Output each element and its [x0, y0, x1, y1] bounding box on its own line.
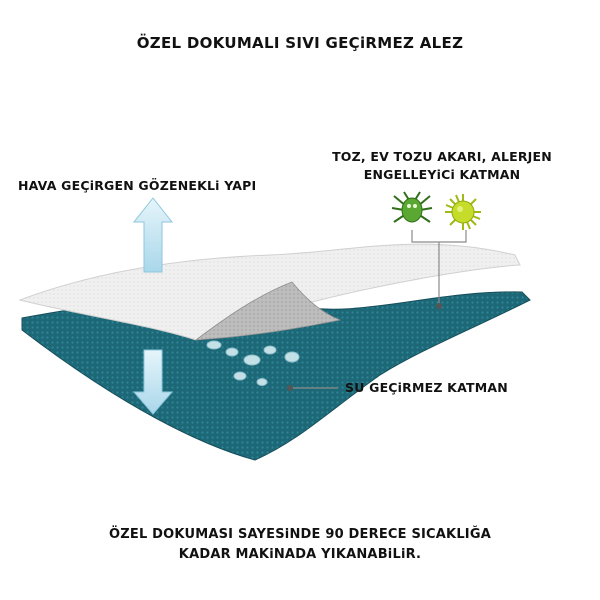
water-layer-label: SU GEÇiRMEZ KATMAN: [345, 380, 508, 395]
footer-line2: KADAR MAKiNADA YIKANABiLiR.: [178, 547, 422, 562]
footer-line1: ÖZEL DOKUMASI SAYESiNDE 90 DERECE SICAKLIĞA: [109, 527, 491, 542]
dust-layer-label-line1: TOZ, EV TOZU AKARI, ALERJEN: [332, 149, 552, 164]
dust-layer-label-line2: ENGELLEYiCi KATMAN: [363, 167, 521, 182]
page-title: ÖZEL DOKUMALI SIVI GEÇiRMEZ ALEZ: [136, 34, 464, 52]
pollen-icon: [445, 194, 481, 230]
dust-mite-icon: [392, 192, 432, 222]
up-arrow-icon: [134, 198, 172, 272]
footer-text: [0, 525, 600, 565]
air-layer-label: HAVA GEÇiRGEN GÖZENEKLi YAPI: [18, 178, 257, 193]
dust-layer-label: [318, 148, 566, 184]
